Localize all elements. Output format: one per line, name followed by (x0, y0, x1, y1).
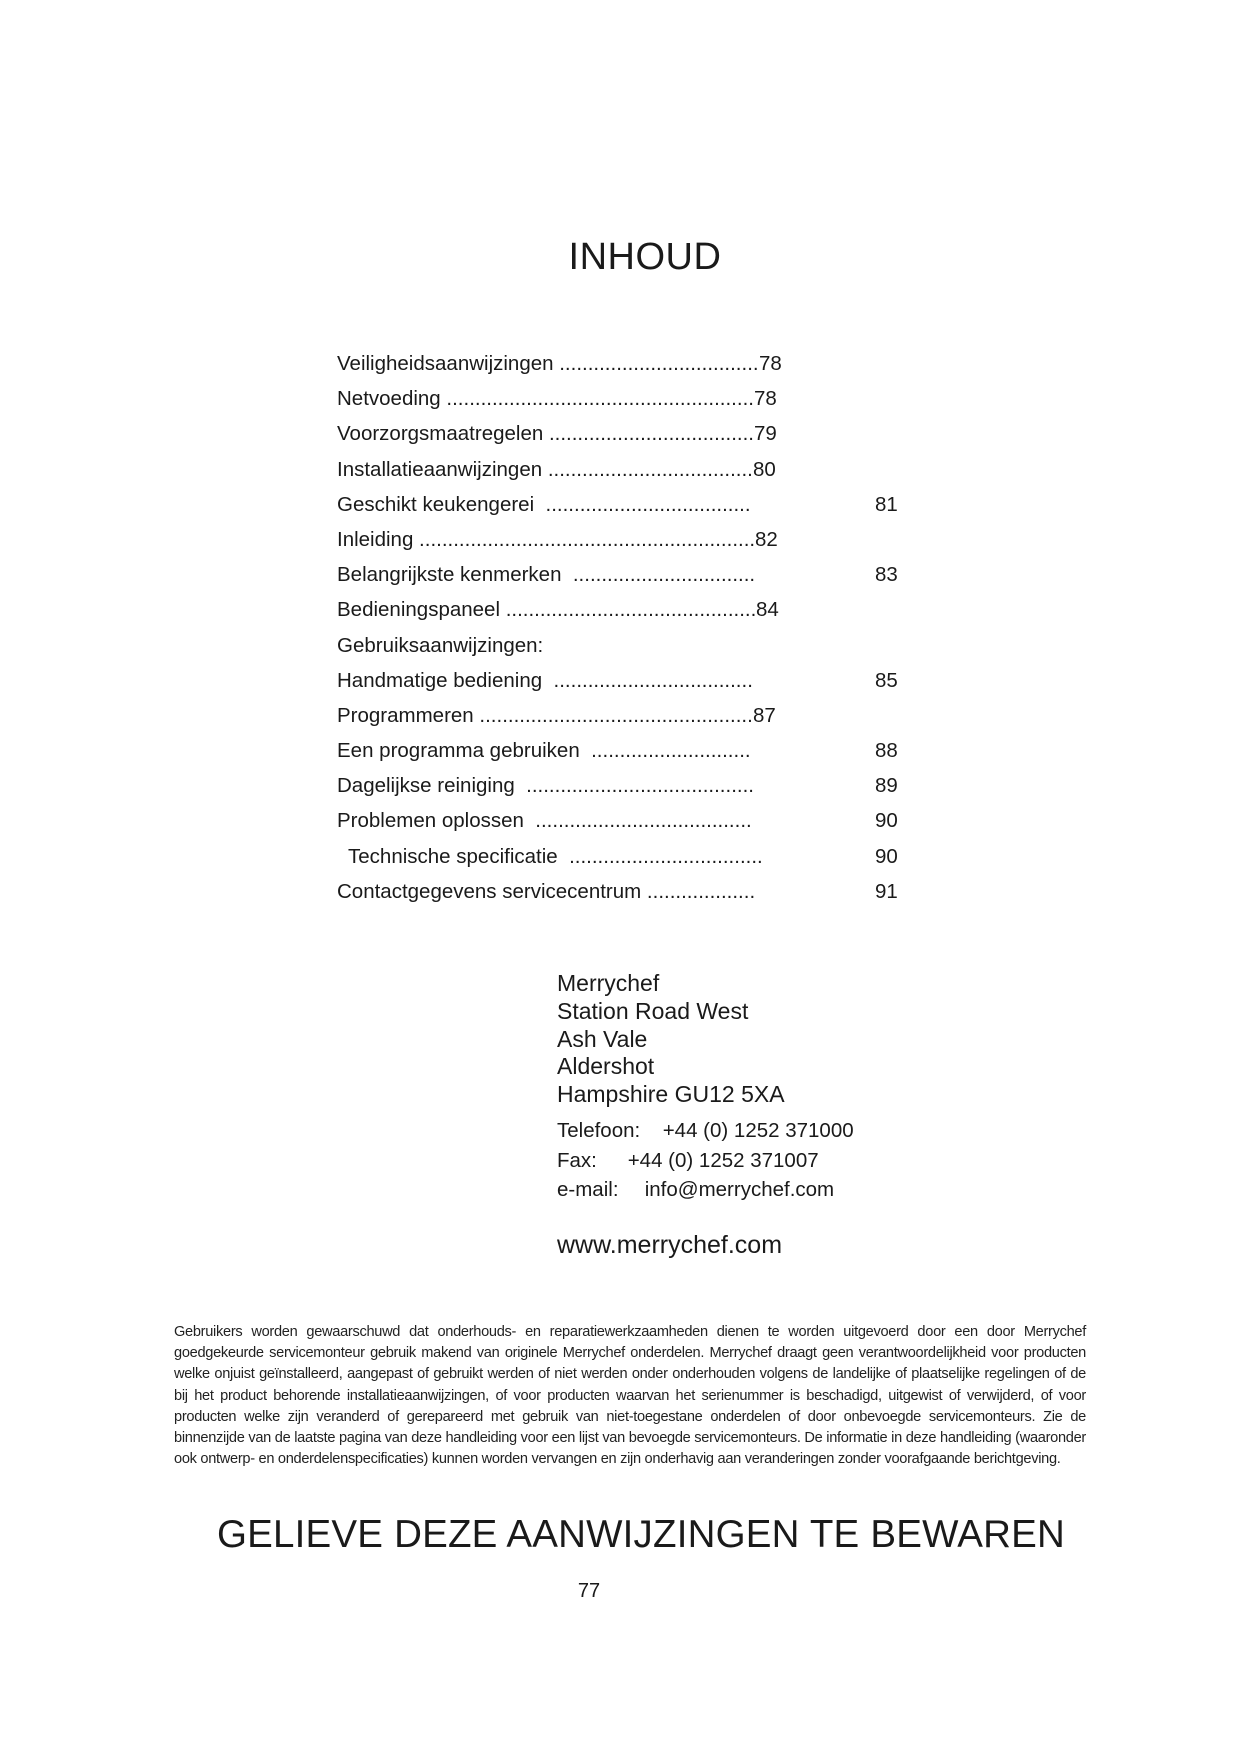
toc-entry[interactable] (337, 702, 957, 737)
toc-entry-label: Programmeren ................................................ (337, 703, 753, 727)
toc-entry[interactable] (337, 667, 957, 702)
address-line: Hampshire GU12 5XA (557, 1081, 785, 1108)
toc-entry[interactable] (337, 772, 957, 807)
table-of-contents (337, 350, 957, 913)
address-line: Ash Vale (557, 1025, 648, 1052)
toc-entry-label: Voorzorgsmaatregelen .................................... (337, 422, 754, 446)
phone-label: Telefoon: (557, 1119, 641, 1142)
toc-entry-page: 88 (875, 739, 898, 763)
fax-label: Fax: (557, 1148, 597, 1172)
phone-line (557, 1116, 854, 1146)
toc-entry[interactable] (337, 526, 957, 561)
toc-entry-page: 91 (875, 879, 898, 903)
page-title: INHOUD (568, 236, 722, 278)
toc-entry-label: Netvoeding ...................................................... (337, 387, 754, 411)
toc-entry[interactable] (337, 350, 957, 385)
contact-details (557, 1116, 854, 1205)
toc-entry[interactable] (337, 491, 957, 526)
toc-entry[interactable] (337, 632, 957, 667)
toc-entry-page: 89 (875, 774, 898, 798)
address-line: Merrychef (557, 970, 660, 996)
toc-entry-label: Belangrijkste kenmerken ................................ (337, 563, 756, 587)
toc-entry-label: Gebruiksaanwijzingen: (337, 633, 544, 657)
toc-entry-label: Geschikt keukengerei .................................... (337, 492, 751, 516)
toc-entry-label: Technische specificatie .................................. (337, 844, 763, 868)
address-line: Aldershot (557, 1053, 655, 1080)
toc-entry-label: Een programma gebruiken ............................ (337, 739, 751, 763)
toc-entry[interactable] (337, 561, 957, 596)
toc-entry-page: 78 (759, 352, 782, 375)
email-line (557, 1175, 854, 1205)
toc-entry-label: Bedieningspaneel ............................................ (337, 598, 757, 622)
toc-entry-page: 90 (875, 809, 898, 833)
toc-entry[interactable] (337, 737, 957, 772)
toc-entry-page: 84 (756, 598, 779, 622)
toc-entry-page: 87 (753, 703, 776, 727)
email-label: e-mail: (557, 1178, 619, 1201)
toc-entry-page: 78 (754, 387, 777, 411)
toc-entry-label: Problemen oplossen ...................................... (337, 809, 752, 833)
toc-entry-page: 83 (875, 563, 898, 587)
toc-entry-page: 82 (755, 527, 778, 551)
toc-entry[interactable] (337, 807, 957, 842)
toc-entry[interactable] (337, 596, 957, 631)
toc-entry-page: 90 (875, 844, 898, 868)
toc-entry-label: Dagelijkse reiniging ........................................ (337, 774, 754, 798)
footer-title: GELIEVE DEZE AANWIJZINGEN TE BEWAREN (217, 1513, 1065, 1556)
toc-entry[interactable] (337, 878, 957, 913)
toc-entry-page: 81 (875, 492, 898, 516)
toc-entry-page: 79 (754, 422, 777, 446)
toc-entry[interactable] (337, 420, 957, 455)
toc-entry-label: Handmatige bediening ................................... (337, 668, 753, 692)
toc-entry-page: 85 (875, 668, 898, 692)
toc-entry[interactable] (337, 385, 957, 420)
toc-entry-label: Veiligheidsaanwijzingen ................................... (337, 352, 759, 375)
email-address[interactable]: info@merrychef.com (644, 1178, 835, 1201)
website-link[interactable]: www.merrychef.com (557, 1231, 783, 1259)
page-number: 77 (577, 1580, 601, 1602)
disclaimer-text: Gebruikers worden gewaarschuwd dat onderhouds- en reparatiewerkzaamheden dienen te worden uitgevoerd door een door Merrychef goedgekeurde servicemonteur gebruik makend van originele Merrychef onderdelen. Merrychef draagt geen verantwoordelijkheid voor producten welke onjuist geïnstalleerd, aangepast of gebruikt werden of niet werden onder onderhouden volgens de landelijke of plaatselijke regelingen of de bij het product behorende installatieaanwijzingen, of voor producten waarvan het serienummer is beschadigd, uitgewist of verwijderd, of voor producten welke zijn veranderd of gerepareerd met gebruik van niet-toegestane onderdelen of door onbevoegde servicemonteurs. Zie de binnenzijde van de laatste pagina van deze handleiding voor een lijst van bevoegde servicemonteurs. De informatie in deze handleiding (waaronder ook ontwerp- en onderdelenspecificaties) kunnen worden vervangen en zijn onderhavig aan veranderingen zonder voorafgaande berichtgeving. (174, 1324, 1086, 1468)
toc-entry-page: 80 (753, 457, 776, 481)
toc-entry-label: Inleiding ........................................................... (337, 527, 756, 551)
address-line: Station Road West (557, 997, 749, 1024)
toc-entry-label: Installatieaanwijzingen .................................... (337, 457, 753, 481)
company-address (557, 970, 785, 1109)
toc-entry[interactable] (337, 456, 957, 491)
phone-number: +44 (0) 1252 371000 (662, 1119, 854, 1142)
toc-entry[interactable] (337, 843, 957, 878)
fax-line (557, 1146, 854, 1176)
toc-entry-label: Contactgegevens servicecentrum ................... (337, 879, 756, 903)
fax-number: +44 (0) 1252 371007 (627, 1148, 819, 1172)
